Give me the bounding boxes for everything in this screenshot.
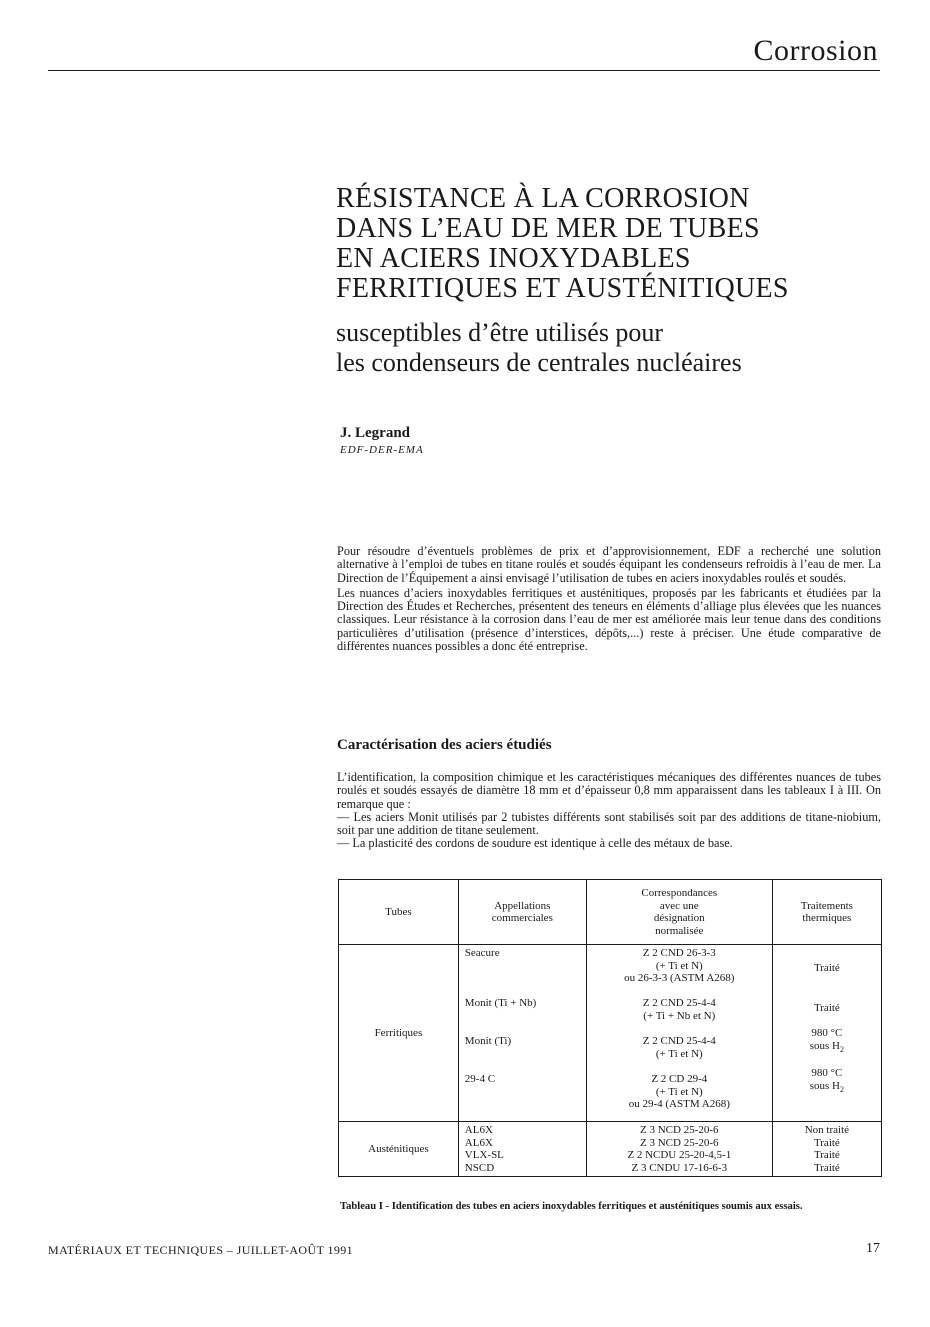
table-cell-name: NSCD: [464, 1161, 495, 1174]
table-cell-name: 29-4 C: [464, 1073, 496, 1085]
section-heading: Caractérisation des aciers étudiés: [337, 737, 552, 753]
table-group-austenitiques: [339, 1122, 882, 1177]
table-cell-designation: Z 3 NCD 25-20-6: [640, 1136, 719, 1149]
designations-cell: [586, 1122, 772, 1177]
table-cell-designation: [587, 1033, 772, 1071]
body-text: [337, 771, 881, 851]
treatment-line: Traité: [813, 1001, 840, 1014]
designation-line: Z 2 CND 26-3-3: [642, 947, 716, 959]
table-cell-treatment: Non traité: [804, 1124, 850, 1136]
treatment-line: 980 °C: [811, 1067, 843, 1080]
journal-footer: MATÉRIAUX ET TECHNIQUES – JUILLET-AOÛT 1991: [48, 1243, 354, 1257]
body-list-item: — Les aciers Monit utilisés par 2 tubistes différents sont stabilisés soit par des additions de titane-niobium, soit par une addition de titane seulement.: [337, 809, 881, 838]
abstract: [337, 545, 881, 655]
article-subtitle: [336, 318, 896, 378]
title-line: EN ACIERS INOXYDABLES: [336, 243, 691, 274]
designation-line: (+ Ti + Nb et N): [643, 1009, 716, 1022]
treatments-cell: [772, 945, 881, 1122]
table-cell-treatment: [773, 1059, 881, 1105]
section-label: Corrosion: [753, 34, 878, 67]
group-label: Austénitiques: [339, 1122, 459, 1177]
table-caption: Tableau I - Identification des tubes en aciers inoxydables ferritiques et austénitiques soumis aux essais.: [340, 1201, 803, 1212]
abstract-paragraph: Pour résoudre d’éventuels problèmes de prix et d’approvisionnement, EDF a recherché une solution alternative à l’emploi de tubes en titane roulés et soudés équipant les condenseurs refroidis à l’eau de mer. La Direction de l’Équipement a ainsi envisagé l’utilisation de tubes en aciers inoxydables roulés et soudés.: [337, 544, 881, 585]
treatment-line: 980 °C: [811, 1027, 843, 1040]
table-group-ferritiques: [339, 945, 882, 1122]
treatment-subscript: 2: [840, 1085, 844, 1095]
table-cell-designation: [587, 945, 772, 995]
header-traitements-text: Traitements thermiques: [800, 899, 853, 924]
header-appellations-text: Appellations commerciales: [491, 899, 553, 924]
table-cell-treatment: Traité: [813, 1161, 840, 1174]
table-cell-designation: Z 3 CNDU 17-16-6-3: [631, 1161, 728, 1174]
designation-line: (+ Ti et N): [655, 1047, 703, 1060]
subtitle-line: susceptibles d’être utilisés pour: [336, 318, 664, 347]
table-cell-designation: Z 3 NCD 25-20-6: [640, 1124, 719, 1136]
abstract-paragraph: Les nuances d’aciers inoxydables ferritiques et austénitiques, proposés par les fabricants et étudiées par la Direction des Études et Recherches, présentent des teneurs en éléments d’alliage plus élevées que les nuances classiques. Leur résistance à la corrosion dans l’eau de mer est améliorée mais leur tenue dans des conditions particulières d’utilisation (présence d’interstices, dépôts,...) reste à préciser. Une étude comparative de différentes nuances possibles a donc été entreprise.: [337, 585, 881, 654]
table-cell-treatment: [773, 945, 881, 991]
table-cell-name: Monit (Ti): [464, 1035, 512, 1047]
table-cell-treatment: Traité: [813, 1149, 840, 1161]
treatment-line: [810, 1040, 844, 1057]
treatment-line: [810, 1080, 844, 1097]
names-cell: [458, 945, 586, 1122]
header-rule: [48, 70, 880, 71]
treatment-text: sous H: [809, 1079, 840, 1092]
designation-line: Z 2 CND 25-4-4: [642, 1035, 716, 1047]
body-list-item: — La plasticité des cordons de soudure est identique à celle des métaux de base.: [337, 836, 733, 851]
names-cell: [458, 1122, 586, 1177]
table-cell-designation: [587, 995, 772, 1033]
designation-line: ou 29-4 (ASTM A268): [628, 1098, 730, 1110]
table-i: [338, 879, 882, 1177]
designations-cell: [586, 945, 772, 1122]
subtitle-line: les condenseurs de centrales nucléaires: [336, 348, 742, 377]
treatments-cell: [772, 1122, 881, 1177]
header-tubes: Tubes: [339, 880, 459, 945]
header-appellations: [458, 880, 586, 945]
table-cell-name: Monit (Ti + Nb): [464, 997, 537, 1009]
header-traitements: [772, 880, 881, 945]
table-cell-treatment: Traité: [813, 1136, 840, 1149]
title-line: RÉSISTANCE À LA CORROSION: [336, 183, 750, 214]
table-cell-name: AL6X: [464, 1136, 493, 1149]
table-cell-name: AL6X: [464, 1124, 493, 1136]
designation-line: ou 26-3-3 (ASTM A268): [624, 972, 735, 984]
header-correspondances-text: Correspondances avec une désignation normalisée: [641, 887, 718, 937]
table-cell-name: VLX-SL: [464, 1149, 504, 1161]
page-number: 17: [866, 1241, 880, 1256]
table-cell-treatment: [773, 1025, 881, 1059]
title-line: FERRITIQUES ET AUSTÉNITIQUES: [336, 273, 789, 304]
author-affiliation: EDF-DER-EMA: [340, 444, 424, 456]
table-cell-designation: Z 2 NCDU 25-20-4,5-1: [627, 1149, 732, 1161]
table-cell-name: Seacure: [464, 947, 500, 959]
group-label: Ferritiques: [339, 945, 459, 1122]
treatment-subscript: 2: [840, 1045, 844, 1055]
designation-line: Z 2 CND 25-4-4: [642, 997, 716, 1009]
article-title: [336, 184, 896, 304]
designation-line: (+ Ti et N): [655, 959, 703, 972]
treatment-text: sous H: [809, 1039, 840, 1052]
title-line: DANS L’EAU DE MER DE TUBES: [336, 213, 760, 244]
author-name: J. Legrand: [340, 425, 411, 441]
body-paragraph: L’identification, la composition chimique et les caractéristiques mécaniques des différentes nuances de tubes roulés et soudés essayés de diamètre 18 mm et d’épaisseur 0,8 mm apparaissent dans les tableaux I à III. On remarque que :: [337, 770, 881, 811]
designation-line: (+ Ti et N): [655, 1085, 703, 1098]
header-correspondances: [586, 880, 772, 945]
table-cell-treatment: [773, 991, 881, 1025]
table-header-row: [339, 880, 882, 945]
treatment-line: Traité: [813, 961, 840, 974]
designation-line: Z 2 CD 29-4: [651, 1073, 708, 1085]
table-cell-designation: [587, 1071, 772, 1121]
